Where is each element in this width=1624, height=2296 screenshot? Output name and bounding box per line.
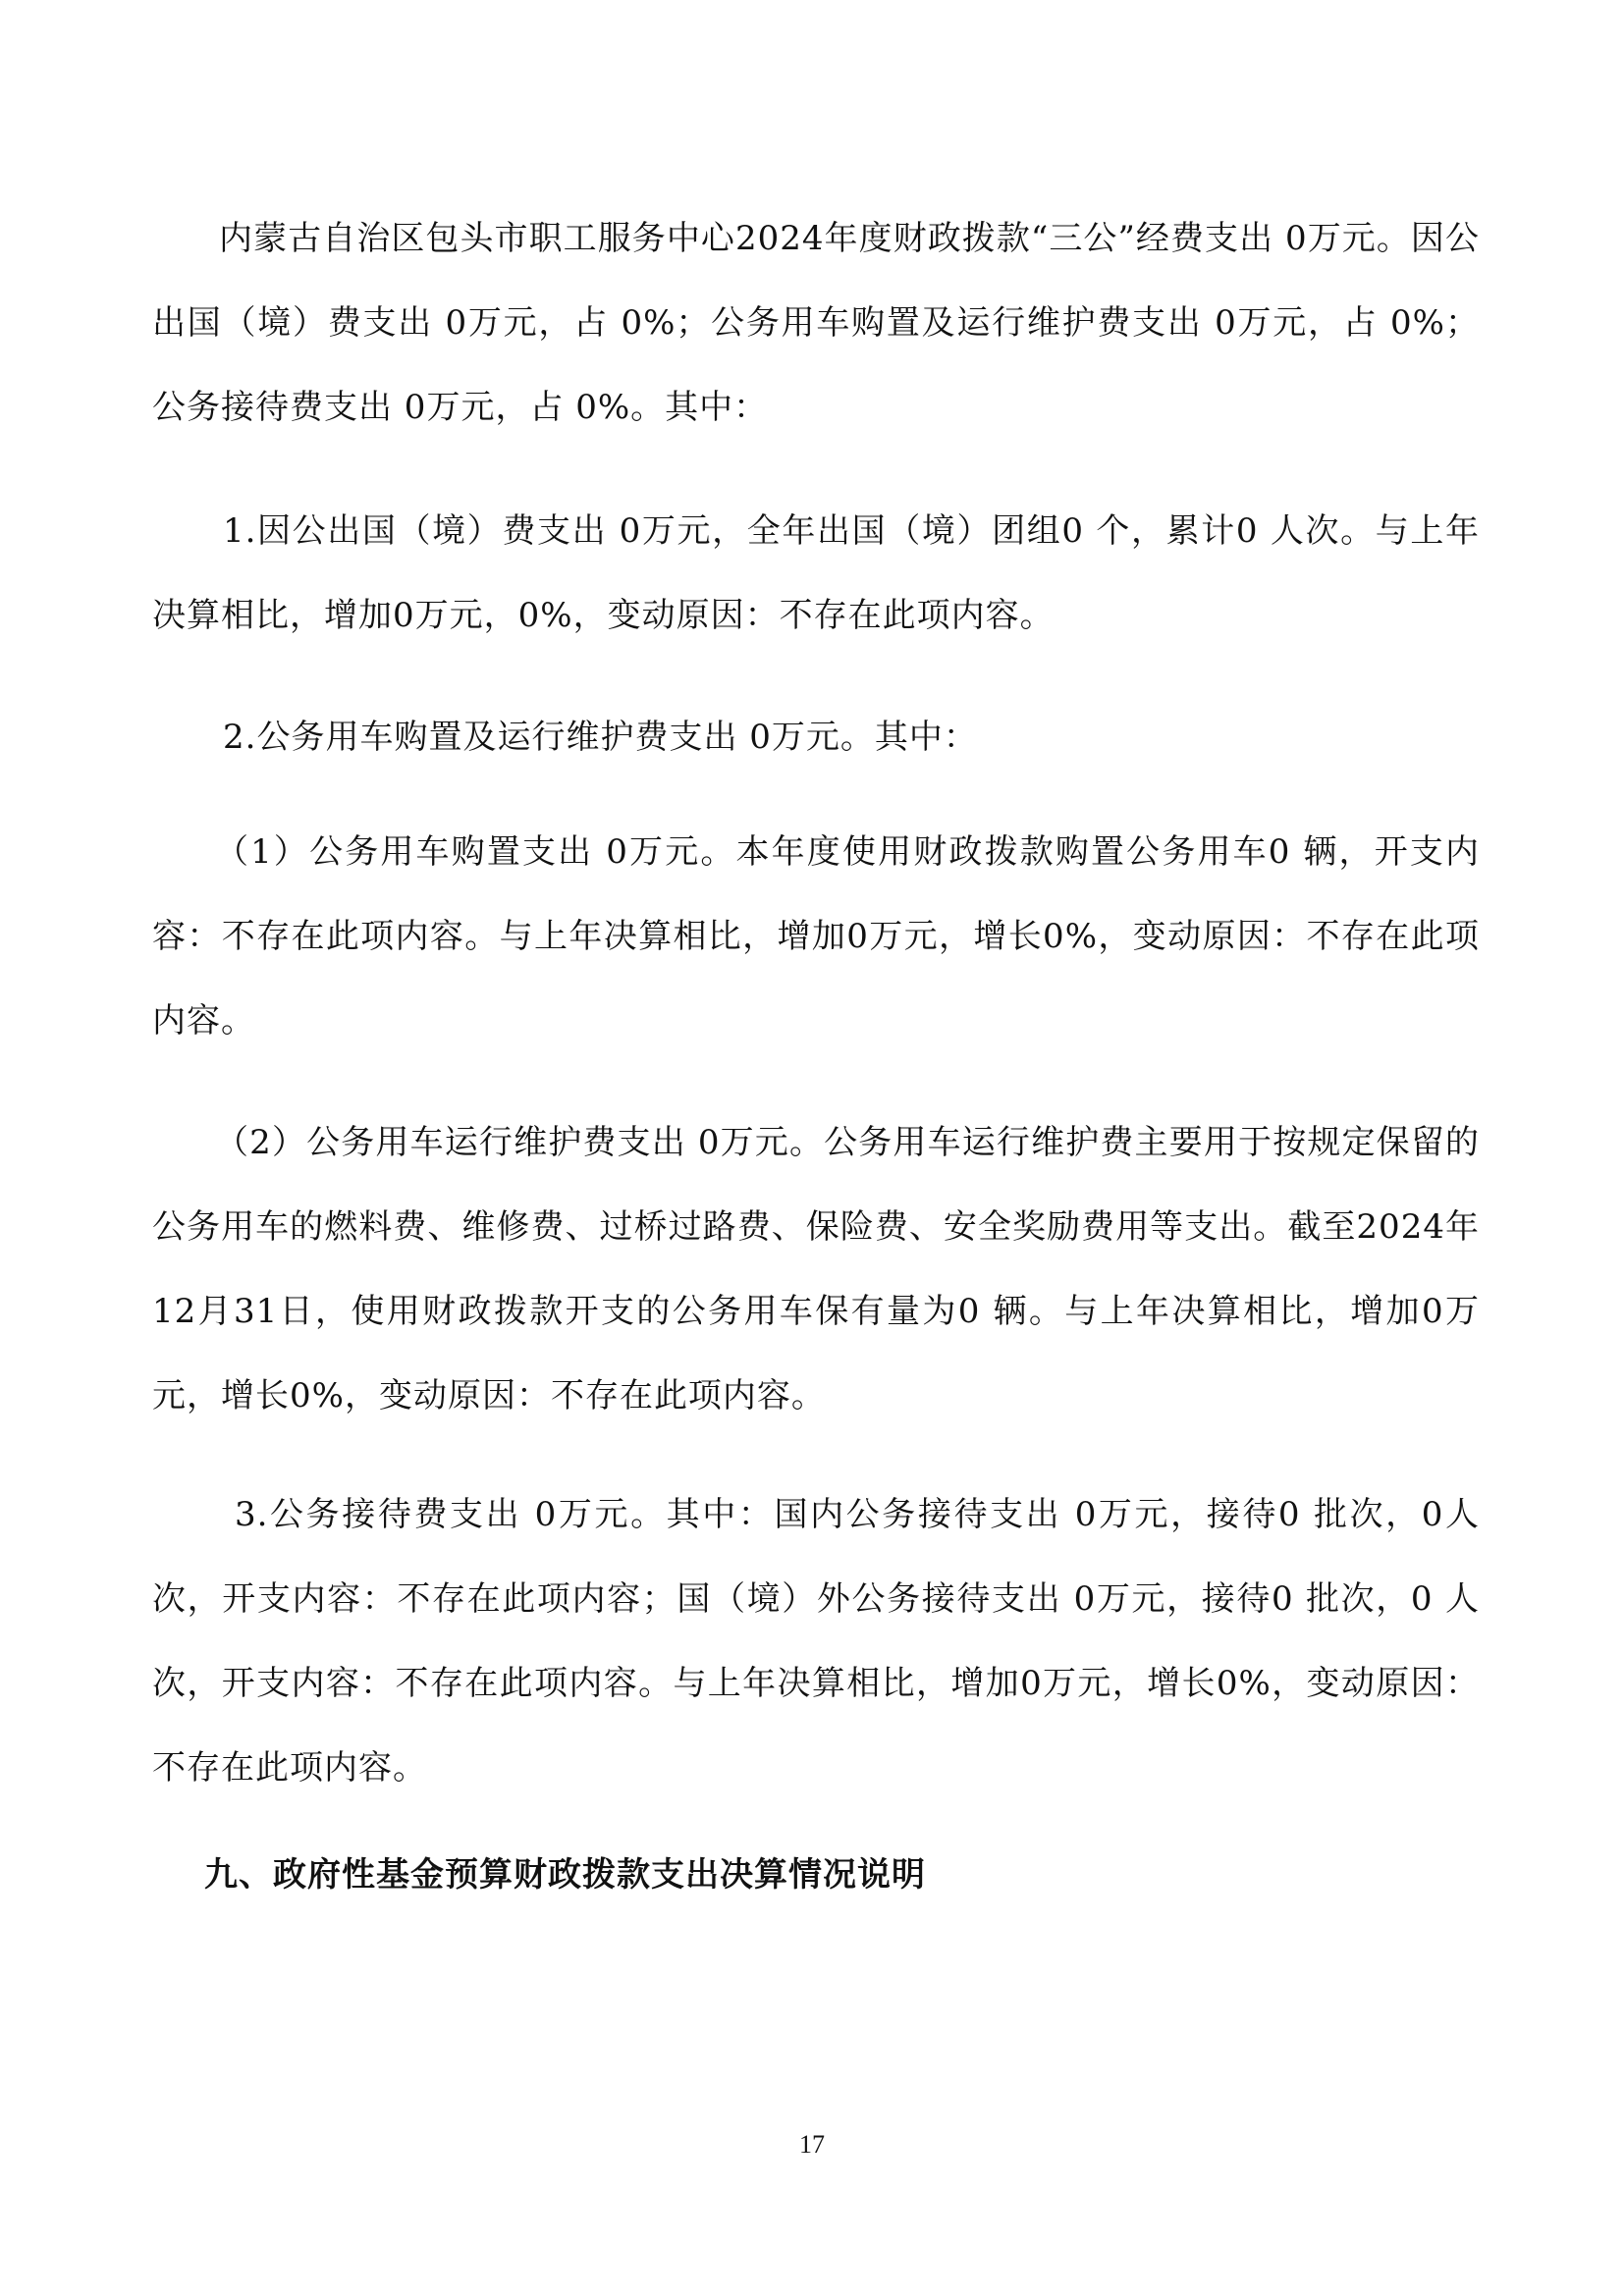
paragraph-vehicle-expenses-intro: 2.公务用车购置及运行维护费支出 0万元。其中： (223, 718, 978, 757)
paragraph-overseas-travel-expenses: 1.因公出国（境）费支出 0万元，全年出国（境）团组0 个，累计0 人次。与上年决算相比，增加0万元，0%，变动原因：不存在此项内容。 (152, 511, 1480, 635)
paragraph-three-public-expenses-summary: 内蒙古自治区包头市职工服务中心2024年度财政拨款“三公”经费支出 0万元。因公出国（境）费支出 0万元，占 0%；公务用车购置及运行维护费支出 0万元，占 0%；公务接待费支出 0万元，占 0%。其中： (152, 219, 1480, 427)
paragraph-vehicle-purchase-expenses: （1）公务用车购置支出 0万元。本年度使用财政拨款购置公务用车0 辆，开支内容：不存在此项内容。与上年决算相比，增加0万元，增长0%，变动原因：不存在此项内容。 (152, 832, 1480, 1041)
paragraph-vehicle-operation-expenses: （2）公务用车运行维护费支出 0万元。公务用车运行维护费主要用于按规定保留的公务用车的燃料费、维修费、过桥过路费、保险费、安全奖励费用等支出。截至2024年12月31日，使用财政拨款开支的公务用车保有量为0 辆。与上年决算相比，增加0万元，增长0%，变动原因：不存在此项内容。 (152, 1123, 1480, 1415)
section-heading: 九、政府性基金预算财政拨款支出决算情况说明 (204, 1855, 926, 1895)
page-number: 17 (799, 2130, 825, 2159)
paragraph-reception-expenses: 3.公务接待费支出 0万元。其中：国内公务接待支出 0万元，接待0 批次，0人次，开支内容：不存在此项内容；国（境）外公务接待支出 0万元，接待0 批次，0 人次，开支内容：不存在此项内容。与上年决算相比，增加0万元，增长0%，变动原因：不存在此项内容。 (152, 1495, 1480, 1788)
